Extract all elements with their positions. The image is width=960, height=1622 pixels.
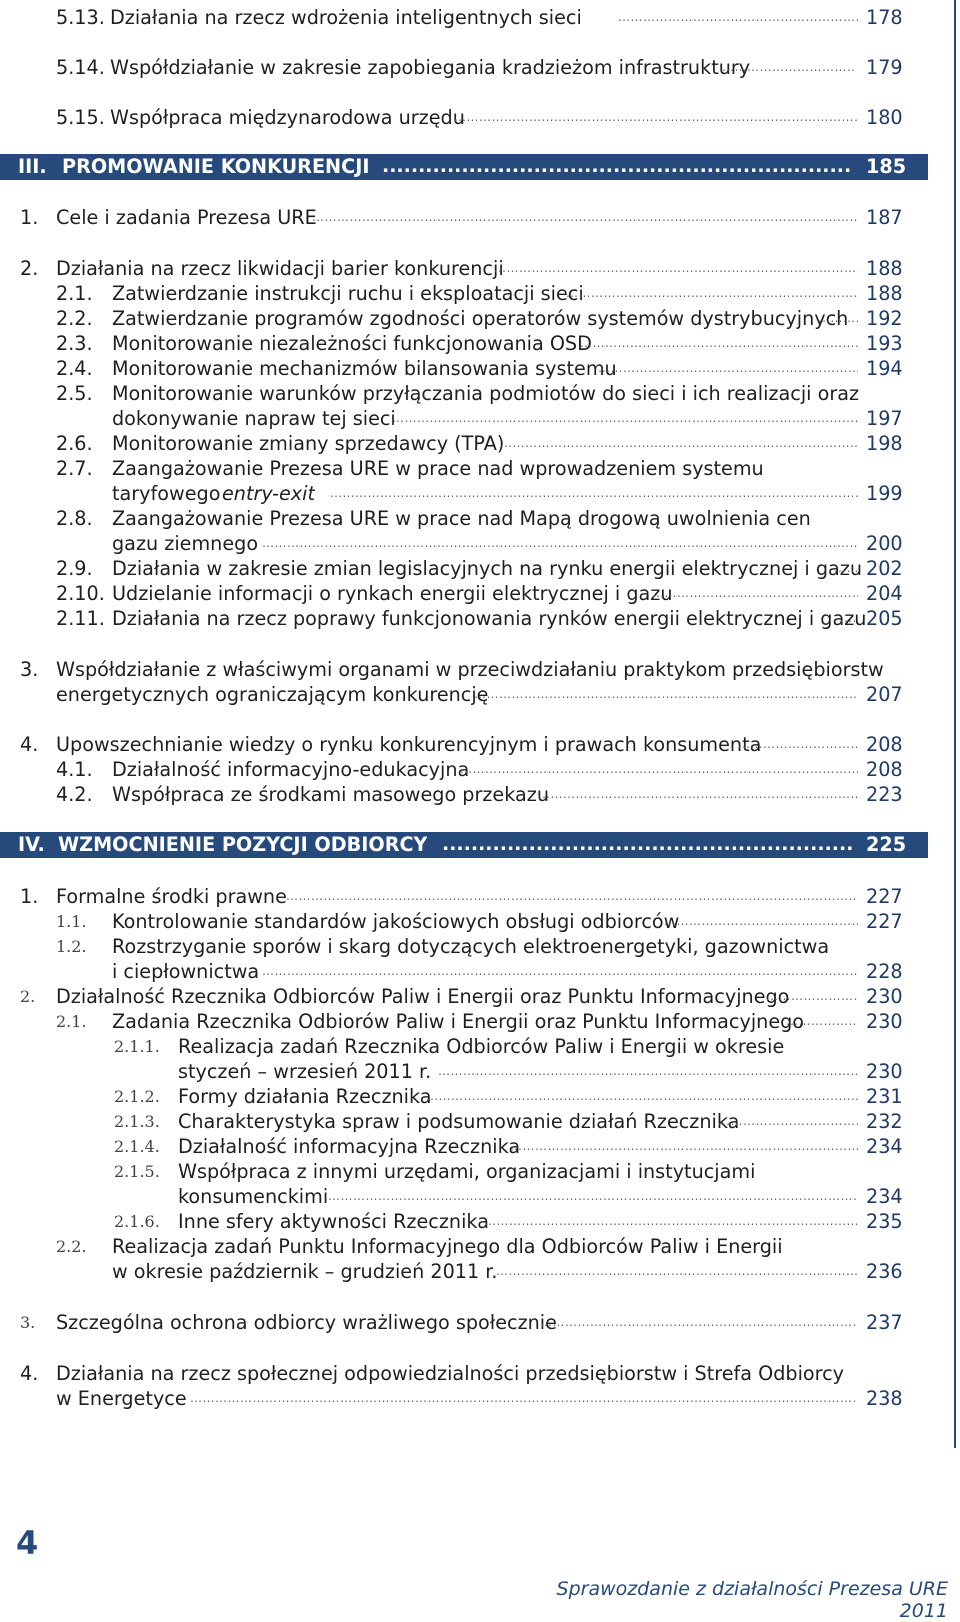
toc-entry-page: 237 bbox=[866, 1311, 903, 1334]
page-edge-rule bbox=[954, 0, 956, 1448]
toc-entry-continuation[interactable] bbox=[0, 481, 960, 506]
toc-entry-page: 179 bbox=[866, 56, 903, 79]
toc-entry-continuation[interactable] bbox=[0, 1059, 960, 1084]
toc-entry-title: Działania na rzecz poprawy funkcjonowania rynków energii elektrycznej i gazu bbox=[112, 607, 867, 630]
toc-entry-title: Udzielanie informacji o rynkach energii elektrycznej i gazu bbox=[112, 582, 673, 605]
toc-entry[interactable] bbox=[0, 256, 960, 281]
dot-leader bbox=[328, 1184, 858, 1209]
dot-leader bbox=[738, 732, 858, 757]
dot-leader bbox=[460, 757, 858, 782]
toc-entry-number: 3. bbox=[20, 658, 39, 681]
toc-entry-title: Inne sfery aktywności Rzecznika bbox=[178, 1210, 489, 1233]
dot-leader bbox=[540, 1310, 858, 1335]
toc-entry-page: 227 bbox=[866, 910, 903, 933]
dot-leader bbox=[330, 481, 858, 506]
toc-entry[interactable] bbox=[0, 782, 960, 807]
dot-leader bbox=[426, 1084, 858, 1109]
toc-entry-page: 199 bbox=[866, 482, 903, 505]
toc-entry-title: Formalne środki prawne bbox=[56, 885, 287, 908]
toc-entry-page: 188 bbox=[866, 282, 903, 305]
toc-entry-title: Zaangażowanie Prezesa URE w prace nad Mapą drogową uwolnienia cen bbox=[112, 507, 811, 530]
toc-entry-title: Cele i zadania Prezesa URE bbox=[56, 206, 317, 229]
dot-leader bbox=[766, 984, 858, 1009]
toc-entry-continuation[interactable] bbox=[0, 1184, 960, 1209]
toc-entry[interactable] bbox=[0, 1034, 960, 1059]
dot-leader bbox=[664, 909, 858, 934]
toc-entry[interactable] bbox=[0, 306, 960, 331]
toc-entry-page: 197 bbox=[866, 407, 903, 430]
toc-entry-page: 204 bbox=[866, 582, 903, 605]
toc-entry-title: Działalność informacyjna Rzecznika bbox=[178, 1135, 521, 1158]
toc-entry-page: 208 bbox=[866, 733, 903, 756]
dot-leader bbox=[454, 105, 858, 130]
toc-entry-title-line2: styczeń – wrzesień 2011 r. bbox=[178, 1060, 432, 1083]
toc-entry[interactable] bbox=[0, 934, 960, 959]
toc-entry-title: Monitorowanie mechanizmów bilansowania systemu bbox=[112, 357, 617, 380]
dot-leader bbox=[392, 406, 858, 431]
toc-entry-number: 2. bbox=[20, 257, 39, 280]
toc-entry-page: 202 bbox=[866, 557, 903, 580]
dot-leader bbox=[510, 1134, 858, 1159]
toc-entry-page: 188 bbox=[866, 257, 903, 280]
toc-entry[interactable] bbox=[0, 506, 960, 531]
toc-entry-page: 228 bbox=[866, 960, 903, 983]
toc-entry-number: 2.6. bbox=[56, 432, 93, 455]
toc-entry-title: Monitorowanie warunków przyłączania podmiotów do sieci i ich realizacji oraz bbox=[112, 382, 860, 405]
toc-entry-page: 230 bbox=[866, 1010, 903, 1033]
dot-leader bbox=[494, 256, 858, 281]
toc-entry-title-line2: w Energetyce bbox=[56, 1387, 187, 1410]
toc-entry-title: Charakterystyka spraw i podsumowanie działań Rzecznika bbox=[178, 1110, 740, 1133]
dot-leader bbox=[500, 431, 858, 456]
toc-entry-title-line2: i ciepłownictwa bbox=[112, 960, 260, 983]
dot-leader bbox=[566, 281, 858, 306]
toc-entry-number: 4. bbox=[20, 733, 39, 756]
toc-entry-number: 2.1.1. bbox=[114, 1037, 160, 1056]
toc-entry[interactable] bbox=[0, 331, 960, 356]
dot-leader bbox=[580, 331, 858, 356]
toc-entry-title: Działania w zakresie zmian legislacyjnych na rynku energii elektrycznej i gazu bbox=[112, 557, 863, 580]
chapter-band bbox=[0, 832, 928, 858]
toc-entry-title: Współpraca z innymi urzędami, organizacjami i instytucjami bbox=[178, 1160, 756, 1183]
toc-entry-page: 234 bbox=[866, 1185, 903, 1208]
toc-entry-number: 2.11. bbox=[56, 607, 105, 630]
toc-entry-number: 2.10. bbox=[56, 582, 105, 605]
toc-entry[interactable] bbox=[0, 606, 960, 631]
toc-entry-page: 225 bbox=[866, 833, 907, 856]
toc-entry[interactable] bbox=[0, 1209, 960, 1234]
dot-leader bbox=[382, 154, 852, 179]
dot-leader bbox=[484, 1209, 858, 1234]
toc-entry-number: 1. bbox=[20, 885, 39, 908]
toc-entry-continuation[interactable] bbox=[0, 959, 960, 984]
chapter-band bbox=[0, 154, 928, 180]
toc-entry[interactable] bbox=[0, 984, 960, 1009]
toc-entry-title: Zadania Rzecznika Odbiorów Paliw i Energii oraz Punktu Informacyjnego bbox=[112, 1010, 805, 1033]
toc-chapter-entry[interactable] bbox=[0, 154, 960, 179]
toc-entry-page: 185 bbox=[866, 155, 907, 178]
toc-entry-title-italic: entry-exit bbox=[222, 482, 315, 505]
toc-entry-number: 2.1.6. bbox=[114, 1212, 160, 1231]
toc-entry-page: 223 bbox=[866, 783, 903, 806]
toc-entry-page: 198 bbox=[866, 432, 903, 455]
toc-entry[interactable] bbox=[0, 732, 960, 757]
dot-leader bbox=[598, 356, 858, 381]
toc-entry-title: WZMOCNIENIE POZYCJI ODBIORCY bbox=[58, 833, 428, 856]
toc-entry-page: 205 bbox=[866, 607, 903, 630]
toc-entry-title: Monitorowanie zmiany sprzedawcy (TPA) bbox=[112, 432, 505, 455]
toc-entry[interactable] bbox=[0, 1009, 960, 1034]
page-number: 4 bbox=[16, 1524, 39, 1562]
toc-entry-title: PROMOWANIE KONKURENCJI bbox=[62, 155, 370, 178]
toc-entry-page: 232 bbox=[866, 1110, 903, 1133]
toc-entry[interactable] bbox=[0, 1134, 960, 1159]
toc-entry-title-line2: konsumenckimi bbox=[178, 1185, 329, 1208]
toc-entry-page: 178 bbox=[866, 6, 903, 29]
dot-leader bbox=[538, 782, 858, 807]
toc-entry[interactable] bbox=[0, 205, 960, 230]
toc-entry-number: 2.1. bbox=[56, 1012, 87, 1031]
dot-leader bbox=[262, 531, 858, 556]
toc-entry-number: 1. bbox=[20, 206, 39, 229]
toc-entry[interactable] bbox=[0, 909, 960, 934]
toc-entry[interactable] bbox=[0, 381, 960, 406]
dot-leader bbox=[442, 832, 852, 857]
toc-entry-number: 2.2. bbox=[56, 1237, 87, 1256]
dot-leader bbox=[718, 1109, 858, 1134]
dot-leader bbox=[618, 5, 858, 30]
toc-entry[interactable] bbox=[0, 1361, 960, 1386]
toc-entry[interactable] bbox=[0, 1234, 960, 1259]
toc-entry[interactable] bbox=[0, 657, 960, 682]
dot-leader bbox=[286, 884, 858, 909]
toc-entry[interactable] bbox=[0, 356, 960, 381]
toc-entry-number: 2.7. bbox=[56, 457, 93, 480]
toc-entry-title: Monitorowanie niezależności funkcjonowania OSD bbox=[112, 332, 592, 355]
toc-entry-number: 4. bbox=[20, 1362, 39, 1385]
toc-entry-page: 227 bbox=[866, 885, 903, 908]
toc-entry-title: Działania na rzecz wdrożenia inteligentnych sieci bbox=[110, 6, 582, 29]
toc-entry-title-line2: energetycznych ograniczającym konkurencję bbox=[56, 683, 489, 706]
toc-entry-title: Współdziałanie w zakresie zapobiegania kradzieżom infrastruktury bbox=[110, 56, 751, 79]
dot-leader bbox=[786, 1009, 858, 1034]
toc-entry-number: 2.1.5. bbox=[114, 1162, 160, 1181]
toc-entry-title: Kontrolowanie standardów jakościowych obsługi odbiorców bbox=[112, 910, 680, 933]
toc-entry[interactable] bbox=[0, 1109, 960, 1134]
dot-leader bbox=[834, 556, 858, 581]
toc-entry-number: 2. bbox=[20, 987, 36, 1006]
toc-entry[interactable] bbox=[0, 757, 960, 782]
toc-entry-number: 2.2. bbox=[56, 307, 93, 330]
dot-leader bbox=[818, 306, 858, 331]
dot-leader bbox=[438, 1059, 858, 1084]
toc-entry-number: 2.1.3. bbox=[114, 1112, 160, 1131]
toc-entry-continuation[interactable] bbox=[0, 682, 960, 707]
toc-entry[interactable] bbox=[0, 281, 960, 306]
toc-entry[interactable] bbox=[0, 105, 960, 130]
toc-entry-number: 2.1.4. bbox=[114, 1137, 160, 1156]
toc-entry-page: 238 bbox=[866, 1387, 903, 1410]
toc-entry[interactable] bbox=[0, 456, 960, 481]
toc-entry-page: 231 bbox=[866, 1085, 903, 1108]
toc-entry-title-line2: gazu ziemnego bbox=[112, 532, 259, 555]
toc-entry-page: 207 bbox=[866, 683, 903, 706]
toc-entry-continuation[interactable] bbox=[0, 1259, 960, 1284]
toc-entry-page: 230 bbox=[866, 985, 903, 1008]
toc-entry-page: 193 bbox=[866, 332, 903, 355]
dot-leader bbox=[496, 1259, 858, 1284]
toc-entry[interactable] bbox=[0, 5, 960, 30]
toc-entry-number: 2.4. bbox=[56, 357, 93, 380]
toc-entry-page: 194 bbox=[866, 357, 903, 380]
toc-entry[interactable] bbox=[0, 1159, 960, 1184]
toc-entry-number: 5.15. bbox=[56, 106, 105, 129]
toc-entry[interactable] bbox=[0, 581, 960, 606]
toc-entry-number: 2.8. bbox=[56, 507, 93, 530]
toc-entry-title: Realizacja zadań Punktu Informacyjnego dla Odbiorców Paliw i Energii bbox=[112, 1235, 783, 1258]
toc-entry-number: 4.1. bbox=[56, 758, 93, 781]
toc-entry-page: 200 bbox=[866, 532, 903, 555]
dot-leader bbox=[652, 581, 858, 606]
toc-entry-title: Działania na rzecz likwidacji barier konkurencji bbox=[56, 257, 504, 280]
toc-entry-number: 3. bbox=[20, 1313, 36, 1332]
toc-entry-number: 5.13. bbox=[56, 6, 105, 29]
toc-entry-title: Współpraca ze środkami masowego przekazu bbox=[112, 783, 549, 806]
dot-leader bbox=[190, 1386, 858, 1411]
dot-leader bbox=[722, 55, 854, 80]
toc-entry-number: 2.1.2. bbox=[114, 1087, 160, 1106]
toc-entry-number: 1.2. bbox=[56, 937, 87, 956]
toc-entry-title-line2: w okresie październik – grudzień 2011 r. bbox=[112, 1260, 498, 1283]
toc-entry-number: 5.14. bbox=[56, 56, 105, 79]
toc-entry-title: Działalność informacyjno-edukacyjna bbox=[112, 758, 470, 781]
toc-entry-title: Współpraca międzynarodowa urzędu bbox=[110, 106, 465, 129]
toc-entry-page: 235 bbox=[866, 1210, 903, 1233]
toc-entry[interactable] bbox=[0, 55, 960, 80]
dot-leader bbox=[312, 205, 858, 230]
toc-entry[interactable] bbox=[0, 1084, 960, 1109]
toc-entry-page: 192 bbox=[866, 307, 903, 330]
dot-leader bbox=[262, 959, 858, 984]
toc-entry-continuation[interactable] bbox=[0, 1386, 960, 1411]
toc-entry[interactable] bbox=[0, 431, 960, 456]
dot-leader bbox=[840, 606, 858, 631]
toc-entry-title: Zaangażowanie Prezesa URE w prace nad wprowadzeniem systemu bbox=[112, 457, 764, 480]
dot-leader bbox=[474, 682, 858, 707]
toc-entry[interactable] bbox=[0, 884, 960, 909]
toc-entry-title: Rozstrzyganie sporów i skarg dotyczących elektroenergetyki, gazownictwa bbox=[112, 935, 830, 958]
toc-entry-page: 234 bbox=[866, 1135, 903, 1158]
toc-entry-continuation[interactable] bbox=[0, 531, 960, 556]
toc-chapter-entry[interactable] bbox=[0, 832, 960, 857]
toc-entry-title: Zatwierdzanie programów zgodności operatorów systemów dystrybucyjnych bbox=[112, 307, 849, 330]
toc-entry-title: Współdziałanie z właściwymi organami w przeciwdziałaniu praktykom przedsiębiorstw bbox=[56, 658, 884, 681]
toc-entry-number: 2.3. bbox=[56, 332, 93, 355]
toc-entry-page: 187 bbox=[866, 206, 903, 229]
toc-entry-number: 2.9. bbox=[56, 557, 93, 580]
toc-entry[interactable] bbox=[0, 1310, 960, 1335]
toc-entry-number: 2.5. bbox=[56, 382, 93, 405]
toc-entry-title: Formy działania Rzecznika bbox=[178, 1085, 432, 1108]
toc-entry-title: Realizacja zadań Rzecznika Odbiorców Paliw i Energii w okresie bbox=[178, 1035, 785, 1058]
toc-entry-number: 4.2. bbox=[56, 783, 93, 806]
toc-entry-number: IV. bbox=[18, 833, 45, 856]
toc-entry-continuation[interactable] bbox=[0, 406, 960, 431]
toc-entry-title: Działania na rzecz społecznej odpowiedzialności przedsiębiorstw i Strefa Odbiorcy bbox=[56, 1362, 845, 1385]
toc-entry-title: Działalność Rzecznika Odbiorców Paliw i Energii oraz Punktu Informacyjnego bbox=[56, 985, 790, 1008]
toc-entry-page: 236 bbox=[866, 1260, 903, 1283]
toc-entry-title: Upowszechnianie wiedzy o rynku konkurencyjnym i prawach konsumenta bbox=[56, 733, 762, 756]
toc-entry-page: 180 bbox=[866, 106, 903, 129]
toc-entry-number: 2.1. bbox=[56, 282, 93, 305]
toc-entry-title-line2: dokonywanie napraw tej sieci bbox=[112, 407, 396, 430]
toc-entry-title-line2: taryfowego bbox=[112, 482, 221, 505]
toc-entry-number: III. bbox=[18, 155, 47, 178]
toc-entry-title: Zatwierdzanie instrukcji ruchu i eksploatacji sieci bbox=[112, 282, 584, 305]
running-footer: Sprawozdanie z działalności Prezesa URE 2011 bbox=[556, 1578, 948, 1622]
toc-entry-page: 230 bbox=[866, 1060, 903, 1083]
toc-entry[interactable] bbox=[0, 556, 960, 581]
toc-entry-page: 208 bbox=[866, 758, 903, 781]
toc-entry-title: Szczególna ochrona odbiorcy wrażliwego społecznie bbox=[56, 1311, 557, 1334]
toc-entry-number: 1.1. bbox=[56, 912, 87, 931]
